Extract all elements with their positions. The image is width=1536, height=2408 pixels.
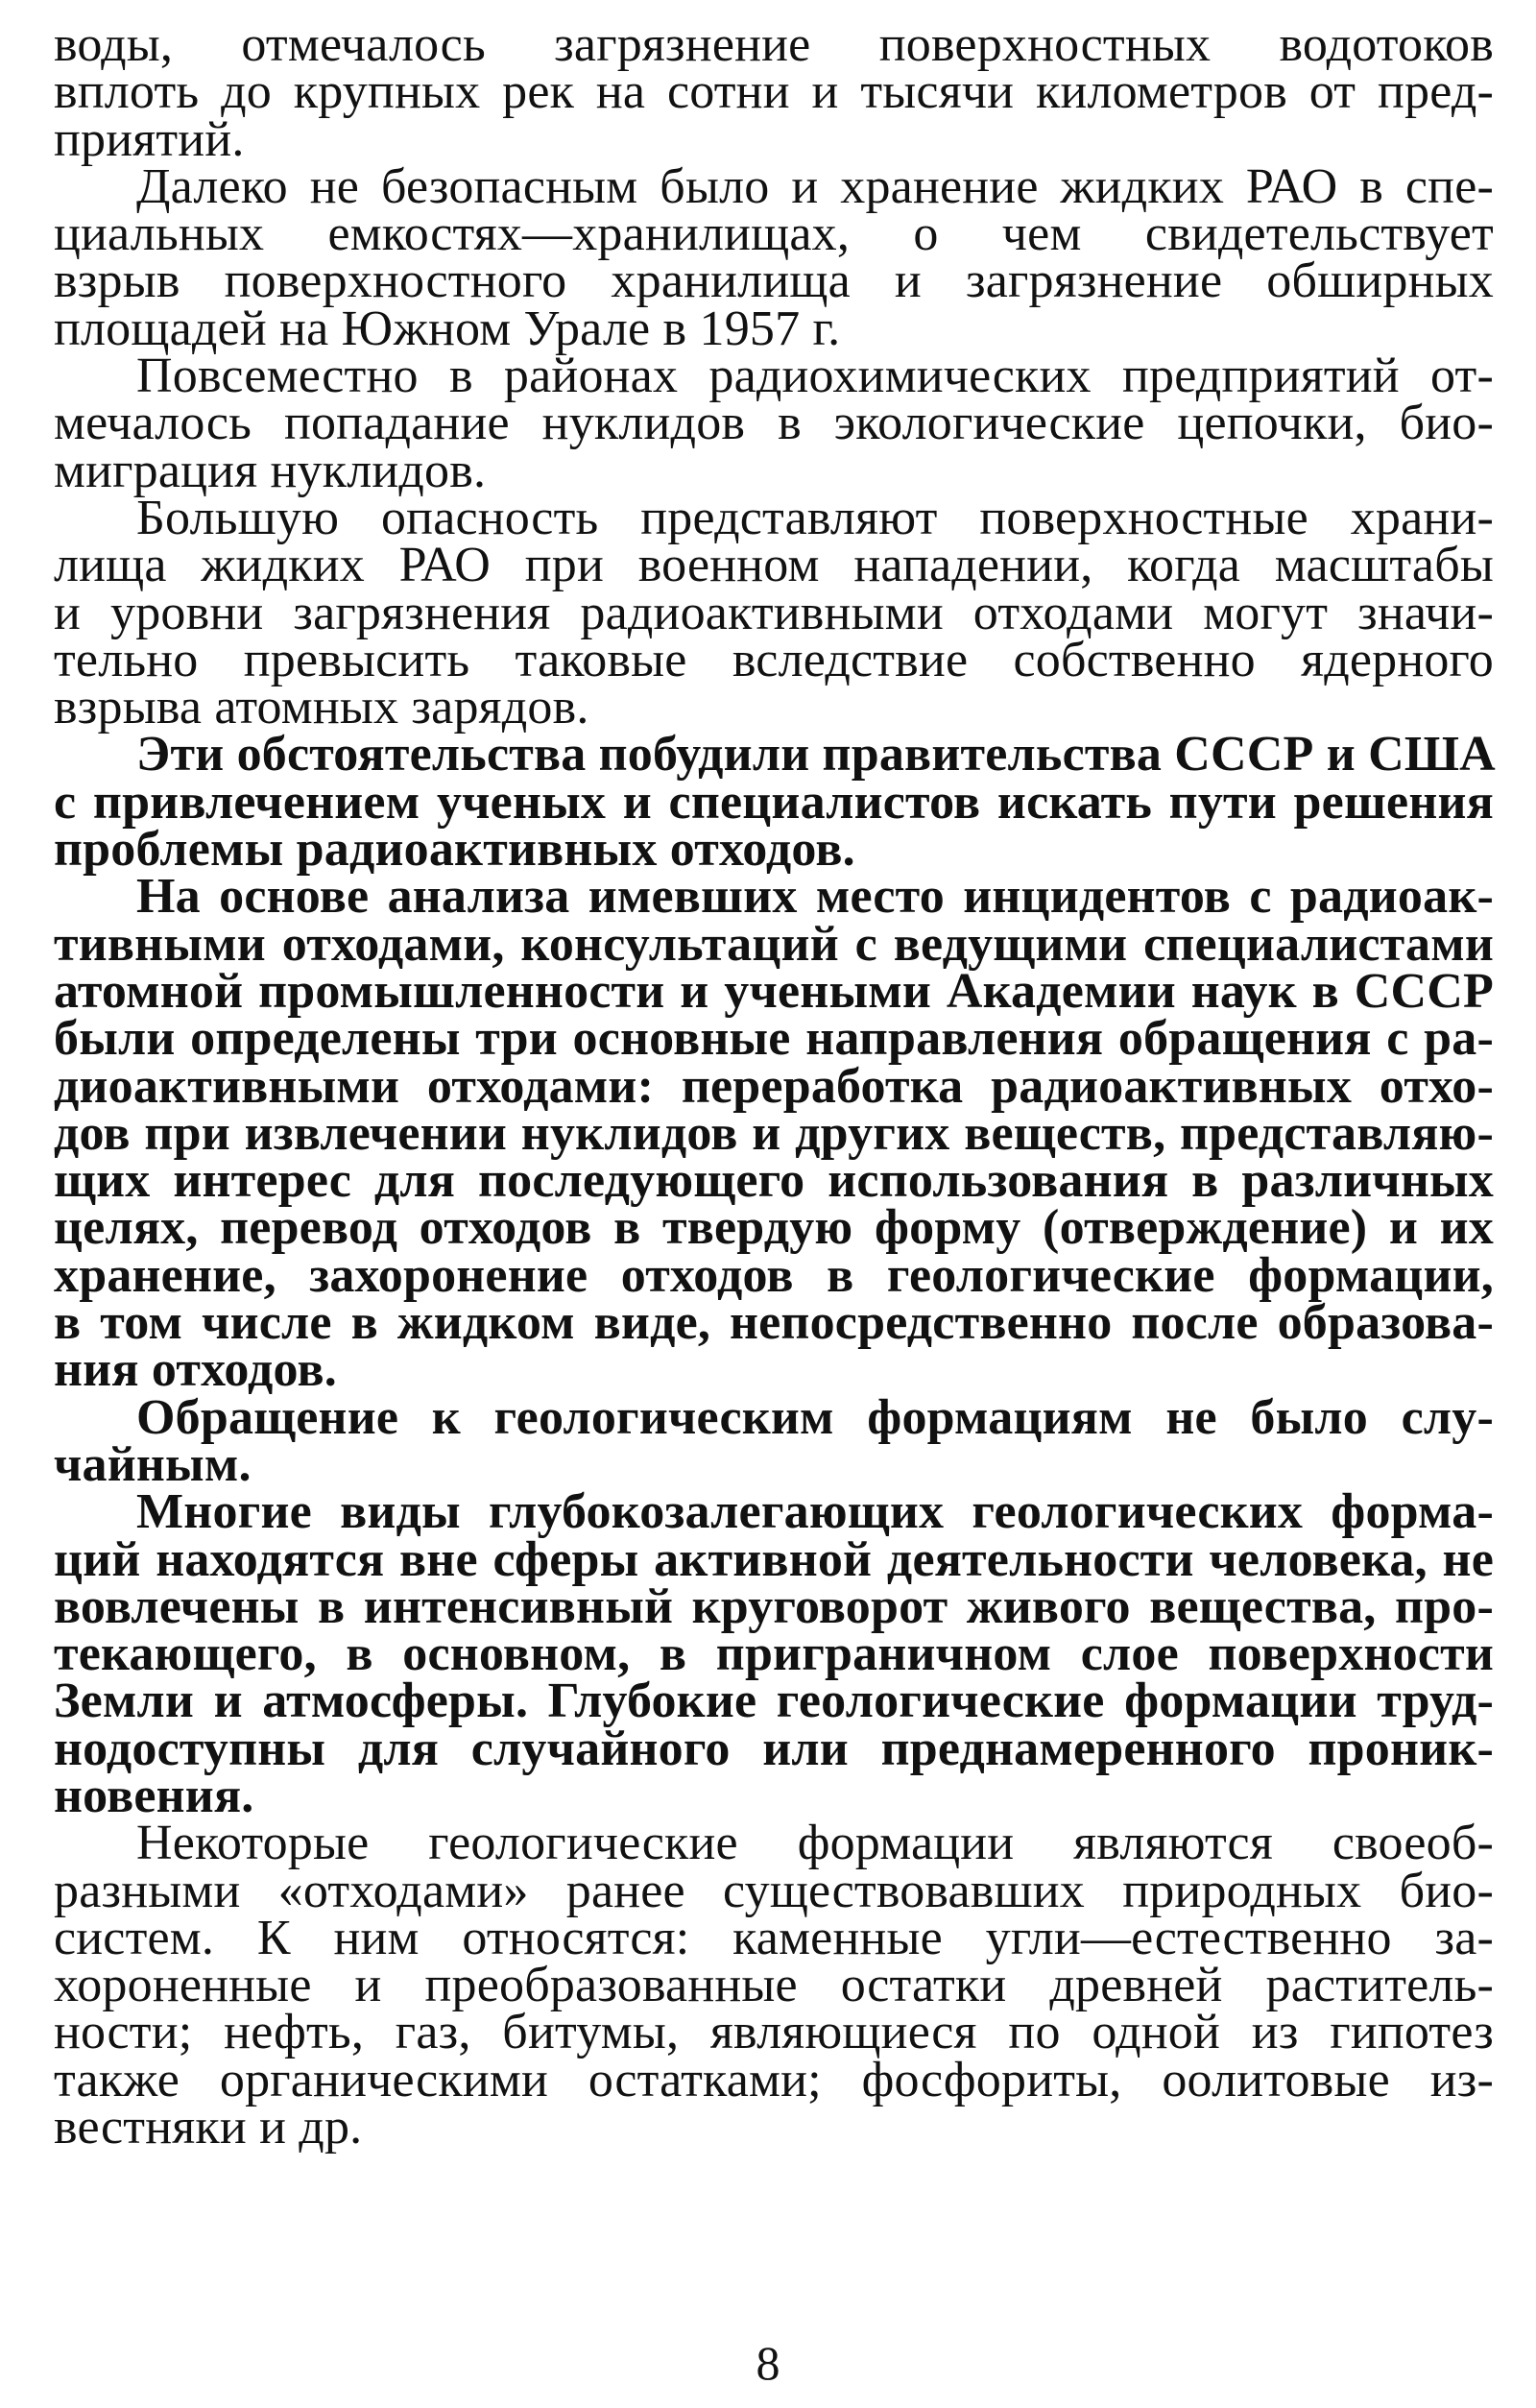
text-line: текающего, в основном, в приграничном слое поверхности [54,1626,1494,1682]
text-line: лища жидких РАО при военном нападении, когда масштабы [54,538,1494,593]
text-line: вестняки и др. [54,2100,363,2155]
text-line: взрыв поверхностного хранилища и загрязнение обширных [54,253,1494,309]
text-line: новения. [54,1768,254,1823]
text-line: На основе анализа имевших место инцидентов с радиоак- [136,869,1494,925]
text-line: атомной промышленности и учеными Академии наук в СССР [54,963,1494,1019]
text-line: чайным. [54,1436,252,1492]
text-line: разными «отходами» ранее существовавших природных био- [54,1863,1494,1918]
text-line: Многие виды глубокозалегающих геологических форма- [136,1484,1494,1540]
text-line: систем. К ним относятся: каменные угли—естественно за- [54,1910,1494,1965]
text-line: были определены три основные направления обращения с ра- [54,1011,1494,1067]
paragraph [54,1389,1494,1492]
paragraph [54,1816,1494,2155]
text-line: хороненные и преобразованные остатки древней раститель- [54,1958,1494,2013]
text-line: ности; нефть, газ, битумы, являющиеся по одной из гипотез [54,2005,1494,2060]
text-line: также органическими остатками; фосфориты, оолитовые из- [54,2052,1494,2107]
text-line: мечалось попадание нуклидов в экологические цепочки, био- [54,396,1494,451]
text-line: Земли и атмосферы. Глубокие геологические формации труд- [54,1674,1494,1729]
text-line: нодоступны для случайного или преднамеренного проник- [54,1721,1494,1776]
text-line: Повсеместно в районах радиохимических предприятий от- [136,349,1494,404]
text-line: Обращение к геологическим формациям не было слу- [136,1389,1494,1445]
paragraph [54,17,1494,167]
paragraph [54,349,1494,498]
paragraph [54,490,1494,735]
text-line: ций находятся вне сферы активной деятельности человека, не [54,1531,1494,1587]
text-line: Большую опасность представляют поверхностные храни- [136,490,1494,545]
text-line: хранение, захоронение отходов в геологические формации, [54,1247,1494,1303]
text-line: и уровни загрязнения радиоактивными отходами могут значи- [54,585,1494,640]
text-line: ния отходов. [54,1342,337,1398]
text-line: диоактивными отходами: переработка радиоактивных отхо- [54,1058,1494,1114]
text-line: взрыва атомных зарядов. [54,680,589,735]
text-line: с привлечением ученых и специалистов искать пути решения [54,774,1494,830]
text-line: щих интерес для последующего использования в различных [54,1153,1494,1209]
text-line: целях, перевод отходов в твердую форму (отверждение) и их [54,1200,1494,1256]
text-line: Эти обстоятельства побудили правительства СССР и США [136,727,1496,783]
text-line: миграция нуклидов. [54,443,487,498]
page-body [54,17,1496,2155]
text-line: воды, отмечалось загрязнение поверхностных водотоков [54,17,1494,72]
text-line: циальных емкостях—хранилищах, о чем свидетельствует [54,206,1494,262]
text-line: тельно превысить таковые вследствие собственно ядерного [54,632,1494,687]
text-line: вплоть до крупных рек на сотни и тысячи километров от пред- [54,64,1494,120]
paragraph [54,158,1494,356]
text-line: Некоторые геологические формации являются своеоб- [136,1816,1494,1871]
text-line: вовлечены в интенсивный круговорот живого вещества, про- [54,1578,1494,1634]
paragraph [54,727,1496,878]
text-line: приятий. [54,111,245,167]
paragraph [54,869,1494,1398]
text-line: проблемы радиоактивных отходов. [54,822,855,878]
text-line: в том числе в жидком виде, непосредственно после образова- [54,1295,1494,1351]
text-line: Далеко не безопасным было и хранение жидких РАО в спе- [136,158,1494,214]
text-line: площадей на Южном Урале в 1957 г. [54,301,841,356]
text-line: дов при извлечении нуклидов и других веществ, представляю- [54,1105,1494,1161]
paragraph [54,1484,1494,1823]
page-number: 8 [756,2336,780,2390]
text-line: тивными отходами, консультаций с ведущими специалистами [54,916,1494,972]
